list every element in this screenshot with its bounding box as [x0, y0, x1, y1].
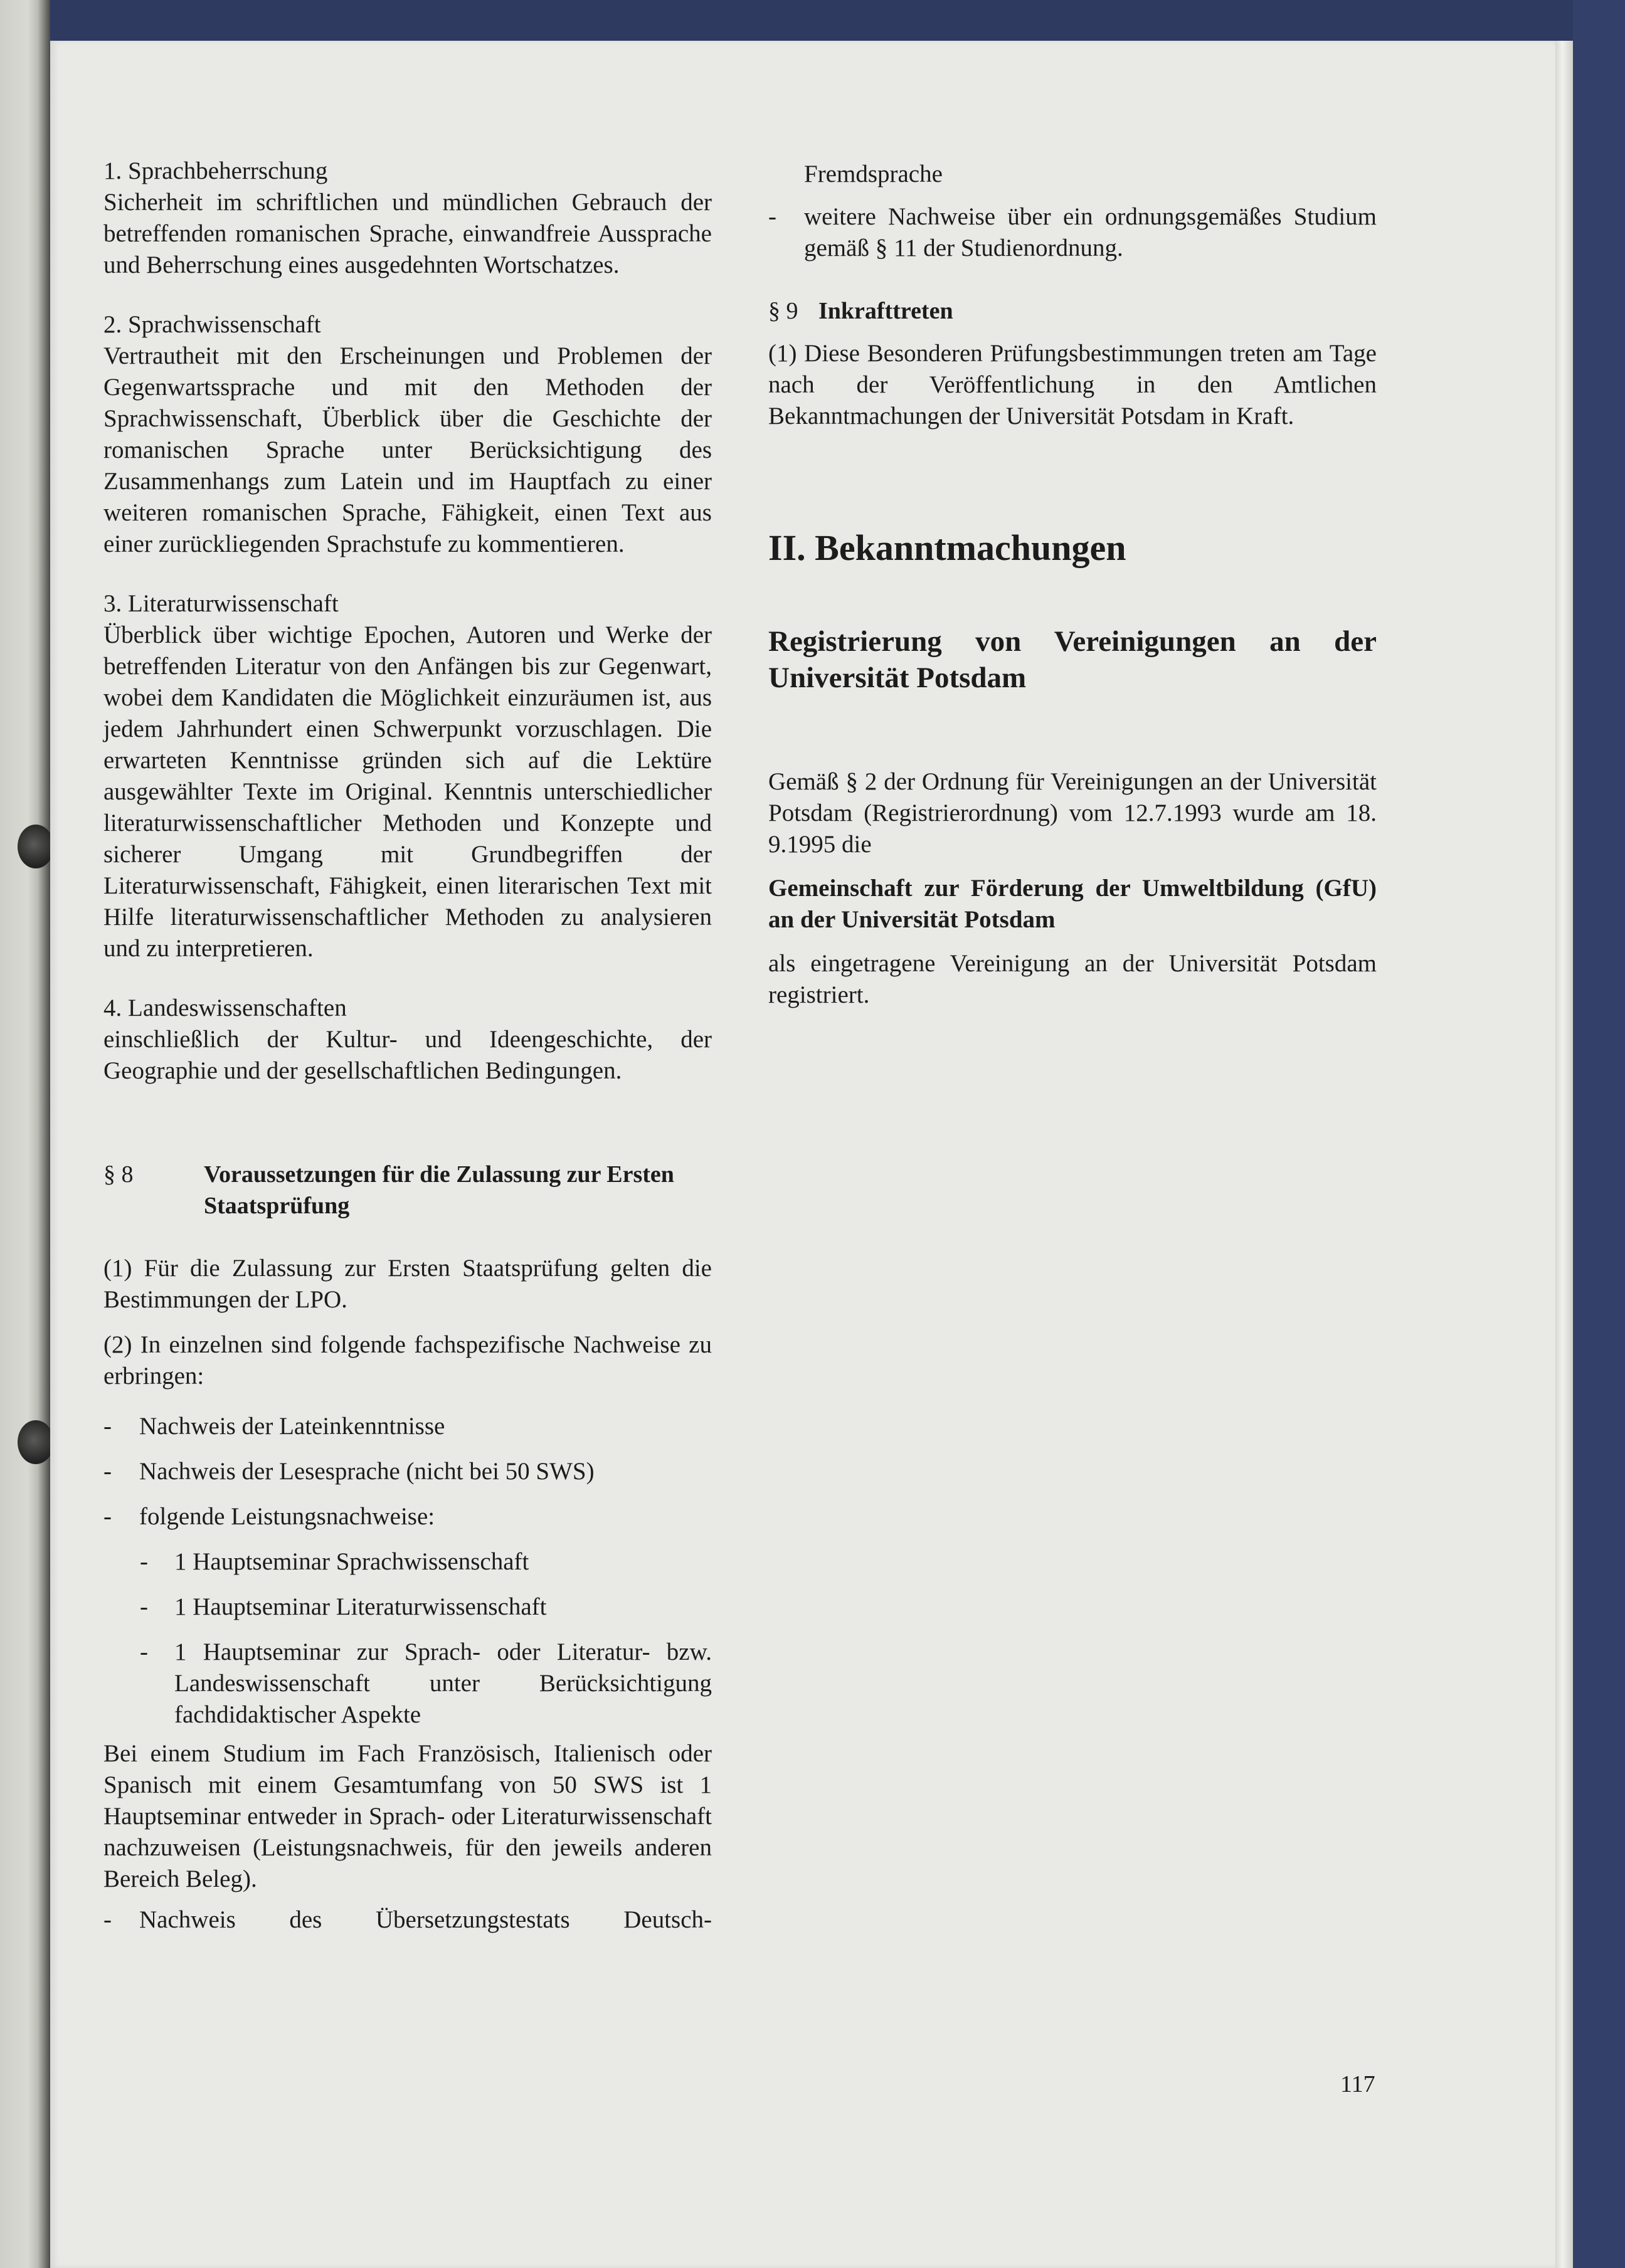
section-9-paragraph-1: (1) Diese Besonderen Prüfungsbestimmungen treten am Tage nach der Veröffentlichung in den Amtlichen Bekanntmachungen der Universität Potsdam in Kraft. [768, 340, 1377, 430]
binder-cover-top [50, 0, 1573, 41]
list-item-last: - Nachweis des Übersetzungstestats Deutsch- [103, 1906, 712, 1933]
page-number: 117 [1340, 2071, 1375, 2097]
binder-ring-top [18, 825, 54, 868]
list-item: - Nachweis der Lesesprache (nicht bei 50 SWS) [103, 1458, 595, 1485]
sprachbeherrschung-heading: 1. Sprachbeherrschung [103, 157, 328, 184]
list-item: - Nachweis der Lateinkenntnisse [103, 1413, 445, 1440]
section-9-number: § 9 [768, 298, 798, 324]
list-item: - folgende Leistungsnachweise: [103, 1503, 435, 1530]
section-8-title: Voraussetzungen für die Zulassung zur Ersten Staatsprüfung [204, 1161, 674, 1219]
continuation-text: Fremdsprache [804, 161, 943, 187]
section-8-paragraph-1: (1) Für die Zulassung zur Ersten Staatsprüfung gelten die Bestimmungen der LPO. [103, 1255, 712, 1313]
studium-paragraph: Bei einem Studium im Fach Französisch, Italienisch oder Spanisch mit einem Gesamtumfang von 50 SWS ist 1 Hauptseminar entweder in Sprach- oder Literaturwissenschaft nachzuweisen (Leistungsnachweis, für den jeweils anderen Bereich Beleg). [103, 1740, 712, 1892]
sublist-item: - 1 Hauptseminar Sprachwissenschaft [140, 1548, 529, 1575]
sprachbeherrschung-text: Sicherheit im schriftlichen und mündlichen Gebrauch der betreffenden romanischen Sprache, einwandfreie Aussprache und Beherrschung eines ausgedehnten Wortschatzes. [103, 189, 712, 278]
landeswissenschaften-text: einschließlich der Kultur- und Ideengeschichte, der Geographie und der gesellschaftlichen Bedingungen. [103, 1026, 712, 1084]
registration-paragraph-2: als eingetragene Vereinigung an der Universität Potsdam registriert. [768, 950, 1377, 1008]
sprachwissenschaft-heading: 2. Sprachwissenschaft [103, 311, 321, 338]
binder-cover-right [1573, 0, 1625, 2268]
part-title: II. Bekanntmachungen [768, 527, 1126, 568]
landeswissenschaften-heading: 4. Landeswissenschaften [103, 994, 347, 1021]
list-item: - weitere Nachweise über ein ordnungsgemäßes Studium gemäß § 11 der Studienordnung. [768, 203, 1377, 261]
section-9-title: Inkrafttreten [818, 298, 953, 324]
page-edge [1555, 41, 1573, 2268]
binder-spine-left [0, 0, 50, 2268]
section-8-number: § 8 [103, 1161, 134, 1188]
sprachwissenschaft-text: Vertrautheit mit den Erscheinungen und Problemen der Gegenwartssprache und mit den Methoden der Sprachwissenschaft, Überblick über die Geschichte der romanischen Sprache unter Berücksichtigung des Zusammenhangs zum Latein und im Hauptfach zu einer weiteren romanischen Sprache, Fähigkeit, einen Text aus einer zurückliegenden Sprachstufe zu kommentieren. [103, 342, 712, 557]
section-9-heading [768, 295, 1377, 327]
literaturwissenschaft-text: Überblick über wichtige Epochen, Autoren und Werke der betreffenden Literatur von den Anfängen bis zur Gegenwart, wobei dem Kandidaten die Möglichkeit einzuräumen ist, aus jedem Jahrhundert einen Schwerpunkt vorzuschlagen. Die erwarteten Kenntnisse gründen sich auf die Lektüre ausgewählter Texte im Original. Kenntnis unterschiedlicher literaturwissenschaftlicher Methoden und Konzepte und sicherer Umgang mit Grundbegriffen der Literaturwissenschaft, Fähigkeit, einen literarischen Text mit Hilfe literaturwissenschaftlicher Methoden zu analysieren und zu interpretieren. [103, 621, 712, 962]
association-name: Gemeinschaft zur Förderung der Umweltbildung (GfU) an der Universität Potsdam [768, 875, 1377, 933]
sublist-item: - 1 Hauptseminar zur Sprach- oder Literatur- bzw. Landeswissenschaft unter Berücksichtigung fachdidaktischer Aspekte [140, 1638, 712, 1728]
registration-title: Registrierung von Vereinigungen an der Universität Potsdam [768, 625, 1377, 694]
right-column [768, 156, 1377, 1011]
binder-ring-bottom [18, 1420, 54, 1464]
left-column [103, 156, 712, 1936]
registration-paragraph-1: Gemäß § 2 der Ordnung für Vereinigungen an der Universität Potsdam (Registrierordnung) vom 12.7.1993 wurde am 18. 9.1995 die [768, 768, 1377, 858]
sublist-item: - 1 Hauptseminar Literaturwissenschaft [140, 1593, 547, 1620]
section-8-paragraph-2: (2) In einzelnen sind folgende fachspezifische Nachweise zu erbringen: [103, 1331, 712, 1390]
literaturwissenschaft-heading: 3. Literaturwissenschaft [103, 590, 339, 617]
section-8-heading [103, 1159, 712, 1221]
